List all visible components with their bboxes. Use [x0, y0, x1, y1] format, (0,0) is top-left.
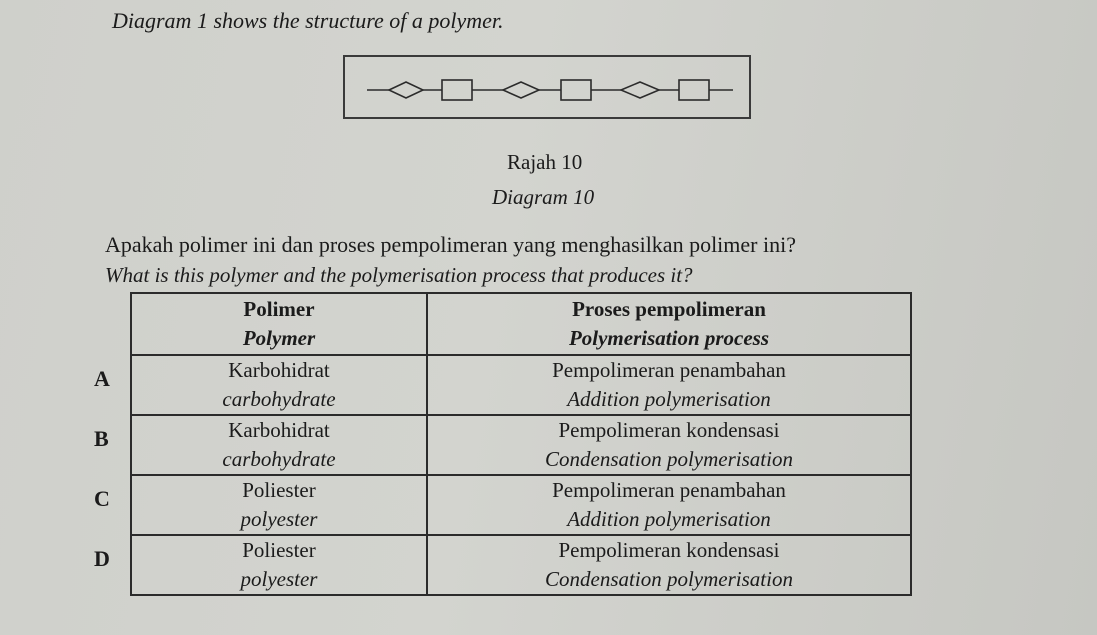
table-row[interactable]	[131, 355, 911, 415]
answer-options-table	[130, 292, 912, 596]
process-ms: Pempolimeran penambahan	[552, 478, 786, 502]
table-row[interactable]	[131, 535, 911, 595]
figure-caption-ms: Rajah 10	[507, 150, 583, 174]
table-row[interactable]	[131, 415, 911, 475]
option-letter-c: C	[94, 486, 110, 511]
polymer-cell	[131, 415, 427, 475]
process-ms: Pempolimeran kondensasi	[558, 418, 780, 442]
table-row[interactable]	[131, 475, 911, 535]
process-en: Addition polymerisation	[567, 507, 771, 531]
process-en: Condensation polymerisation	[545, 567, 793, 591]
option-letter-d: D	[94, 546, 110, 571]
option-letter-b: B	[94, 426, 109, 451]
option-letter-a: A	[94, 366, 110, 391]
header-process-en: Polymerisation process	[568, 326, 770, 350]
polymer-en: polyester	[240, 567, 318, 591]
polymer-structure-diagram	[343, 55, 751, 119]
process-cell	[427, 535, 911, 595]
header-polymer-en: Polymer	[242, 326, 316, 350]
intro-text: Diagram 1 shows the structure of a polymer.	[112, 8, 504, 33]
polymer-column-header	[131, 293, 427, 355]
question-ms: Apakah polimer ini dan proses pempolimeran yang menghasilkan polimer ini?	[105, 232, 796, 257]
polymer-ms: Karbohidrat	[228, 418, 330, 442]
table-header-row	[131, 293, 911, 355]
process-cell	[427, 355, 911, 415]
process-ms: Pempolimeran kondensasi	[558, 538, 780, 562]
header-polymer-ms: Polimer	[243, 297, 315, 321]
figure-caption-en: Diagram 10	[492, 185, 595, 209]
process-ms: Pempolimeran penambahan	[552, 358, 786, 382]
process-en: Condensation polymerisation	[545, 447, 793, 471]
polymer-cell	[131, 535, 427, 595]
polymer-ms: Poliester	[242, 478, 316, 502]
polymer-ms: Poliester	[242, 538, 316, 562]
polymer-en: polyester	[240, 507, 318, 531]
polymer-chain-icon	[345, 57, 749, 117]
header-process-ms: Proses pempolimeran	[572, 297, 766, 321]
question-en: What is this polymer and the polymerisation process that produces it?	[105, 263, 693, 287]
polymer-en: carbohydrate	[222, 447, 336, 471]
process-column-header	[427, 293, 911, 355]
process-cell	[427, 415, 911, 475]
polymer-cell	[131, 475, 427, 535]
polymer-en: carbohydrate	[222, 387, 336, 411]
process-en: Addition polymerisation	[567, 387, 771, 411]
process-cell	[427, 475, 911, 535]
polymer-ms: Karbohidrat	[228, 358, 330, 382]
polymer-cell	[131, 355, 427, 415]
